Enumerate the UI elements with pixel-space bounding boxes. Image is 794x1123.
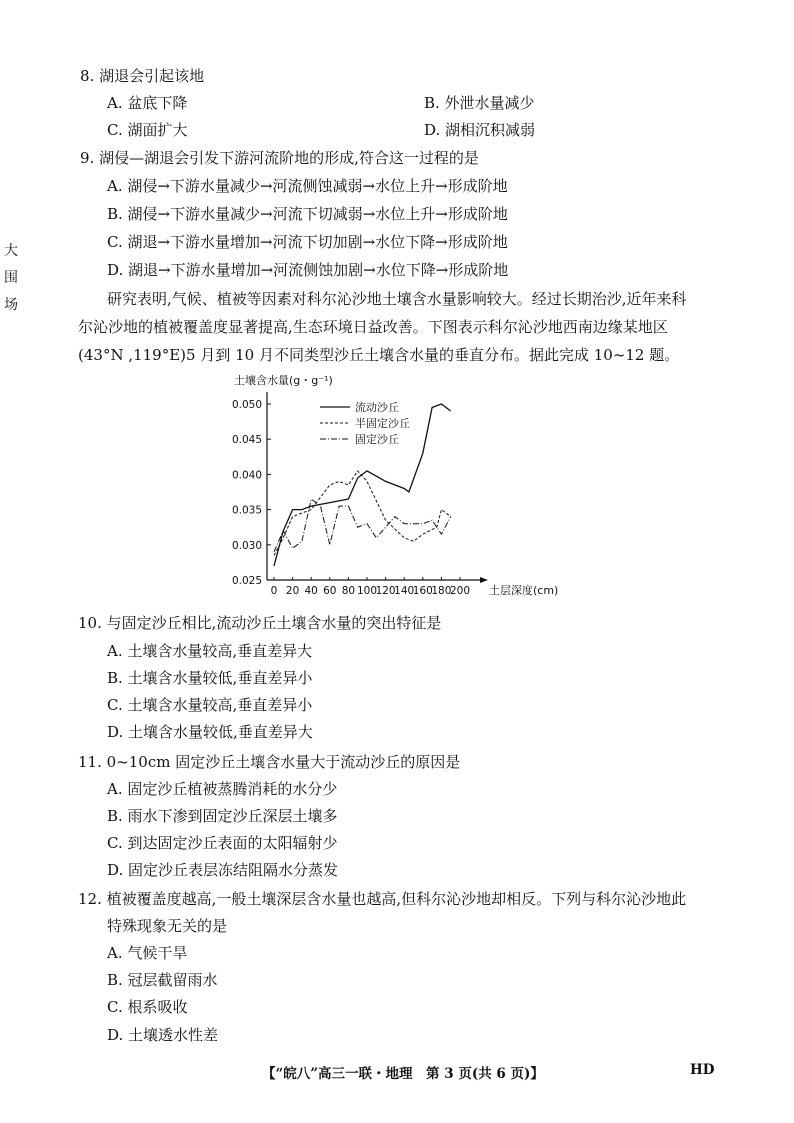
- q10-option-d: D. 土壤含水量较低,垂直差异大: [107, 723, 313, 741]
- footer-code: HD: [690, 1062, 715, 1078]
- q8-option-b: B. 外泄水量减少: [424, 94, 535, 112]
- y-tick-label: 0.045: [231, 434, 262, 447]
- q9-stem: 9. 湖侵—湖退会引发下游河流阶地的形成,符合这一过程的是: [80, 149, 479, 167]
- chart-ylabel: 土壤含水量(g・g⁻¹): [234, 374, 333, 387]
- q12-stem-line-2: 特殊现象无关的是: [107, 917, 228, 935]
- x-tick-label: 100: [356, 585, 378, 597]
- chart-xlabel: 土层深度(cm): [489, 584, 559, 597]
- side-label-da: 大: [4, 243, 18, 259]
- q11-option-a: A. 固定沙丘植被蒸腾消耗的水分少: [107, 780, 338, 798]
- q9-option-c: C. 湖退→下游水量增加→河流下切加剧→水位下降→形成阶地: [107, 233, 508, 251]
- legend-label-banguding: 半固定沙丘: [355, 417, 410, 430]
- legend-label-liudong: 流动沙丘: [355, 401, 399, 414]
- legend-label-guding: 固定沙丘: [355, 433, 399, 446]
- q12-option-c: C. 根系吸收: [107, 998, 188, 1016]
- y-tick-label: 0.035: [231, 504, 262, 517]
- side-label-chang: 场: [4, 297, 18, 313]
- x-tick-label: 0: [270, 585, 278, 597]
- x-axis-arrow: [480, 577, 488, 583]
- q10-stem: 10. 与固定沙丘相比,流动沙丘土壤含水量的突出特征是: [78, 614, 442, 632]
- x-tick-label: 180: [431, 585, 452, 597]
- passage-line-3: (43°N ,119°E)5 月到 10 月不同类型沙丘土壤含水量的垂直分布。据此完成 10~12 题。: [78, 346, 680, 364]
- q8-option-d: D. 湖相沉积减弱: [424, 121, 536, 139]
- passage-line-1: 研究表明,气候、植被等因素对科尔沁沙地土壤含水量影响较大。经过长期治沙,近年来科: [107, 290, 687, 308]
- x-tick-label: 60: [323, 585, 337, 597]
- page-footer: 【“皖八”高三一联・地理 第 3 页(共 6 页)】: [262, 1066, 544, 1082]
- x-tick-label: 140: [394, 585, 415, 597]
- x-tick-label: 160: [412, 585, 433, 597]
- q12-option-d: D. 土壤透水性差: [107, 1026, 219, 1044]
- passage-line-2: 尔沁沙地的植被覆盖度显著提高,生态环境日益改善。下图表示科尔沁沙地西南边缘某地区: [78, 318, 668, 336]
- q8-stem: 8. 湖退会引起该地: [80, 67, 205, 85]
- y-tick-label: 0.040: [231, 469, 262, 482]
- x-tick-label: 80: [341, 585, 356, 597]
- q12-stem-line-1: 12. 植被覆盖度越高,一般土壤深层含水量也越高,但科尔沁沙地却相反。下列与科尔沁沙地此: [78, 890, 687, 908]
- q12-option-b: B. 冠层截留雨水: [107, 971, 218, 989]
- q10-option-a: A. 土壤含水量较高,垂直差异大: [107, 642, 313, 660]
- q9-option-b: B. 湖侵→下游水量减少→河流下切减弱→水位上升→形成阶地: [107, 205, 508, 223]
- y-tick-label: 0.025: [231, 575, 262, 587]
- q12-option-a: A. 气候干旱: [107, 944, 188, 962]
- q9-option-a: A. 湖侵→下游水量减少→河流侧蚀减弱→水位上升→形成阶地: [107, 177, 508, 195]
- q9-option-d: D. 湖退→下游水量增加→河流侧蚀加剧→水位下降→形成阶地: [107, 261, 509, 279]
- series-line-guding: [274, 499, 451, 552]
- y-tick-label: 0.030: [231, 539, 262, 552]
- q8-option-c: C. 湖面扩大: [107, 121, 188, 139]
- q8-option-a: A. 盆底下降: [107, 94, 188, 112]
- chart-legend: [320, 400, 410, 446]
- q10-option-b: B. 土壤含水量较低,垂直差异小: [107, 669, 313, 687]
- q11-option-c: C. 到达固定沙丘表面的太阳辐射少: [107, 834, 338, 852]
- y-tick-label: 0.050: [231, 399, 262, 411]
- q11-option-b: B. 雨水下渗到固定沙丘深层土壤多: [107, 807, 338, 825]
- soil-moisture-chart: [0, 365, 794, 605]
- q10-option-c: C. 土壤含水量较高,垂直差异小: [107, 696, 313, 714]
- q11-stem: 11. 0~10cm 固定沙丘土壤含水量大于流动沙丘的原因是: [78, 753, 461, 771]
- x-tick-label: 20: [285, 585, 300, 597]
- x-tick-label: 120: [375, 585, 396, 597]
- q11-option-d: D. 固定沙丘表层冻结阻隔水分蒸发: [107, 861, 339, 879]
- x-tick-label: 200: [449, 585, 471, 597]
- side-label-wei: 围: [4, 270, 18, 286]
- x-tick-label: 40: [304, 585, 318, 597]
